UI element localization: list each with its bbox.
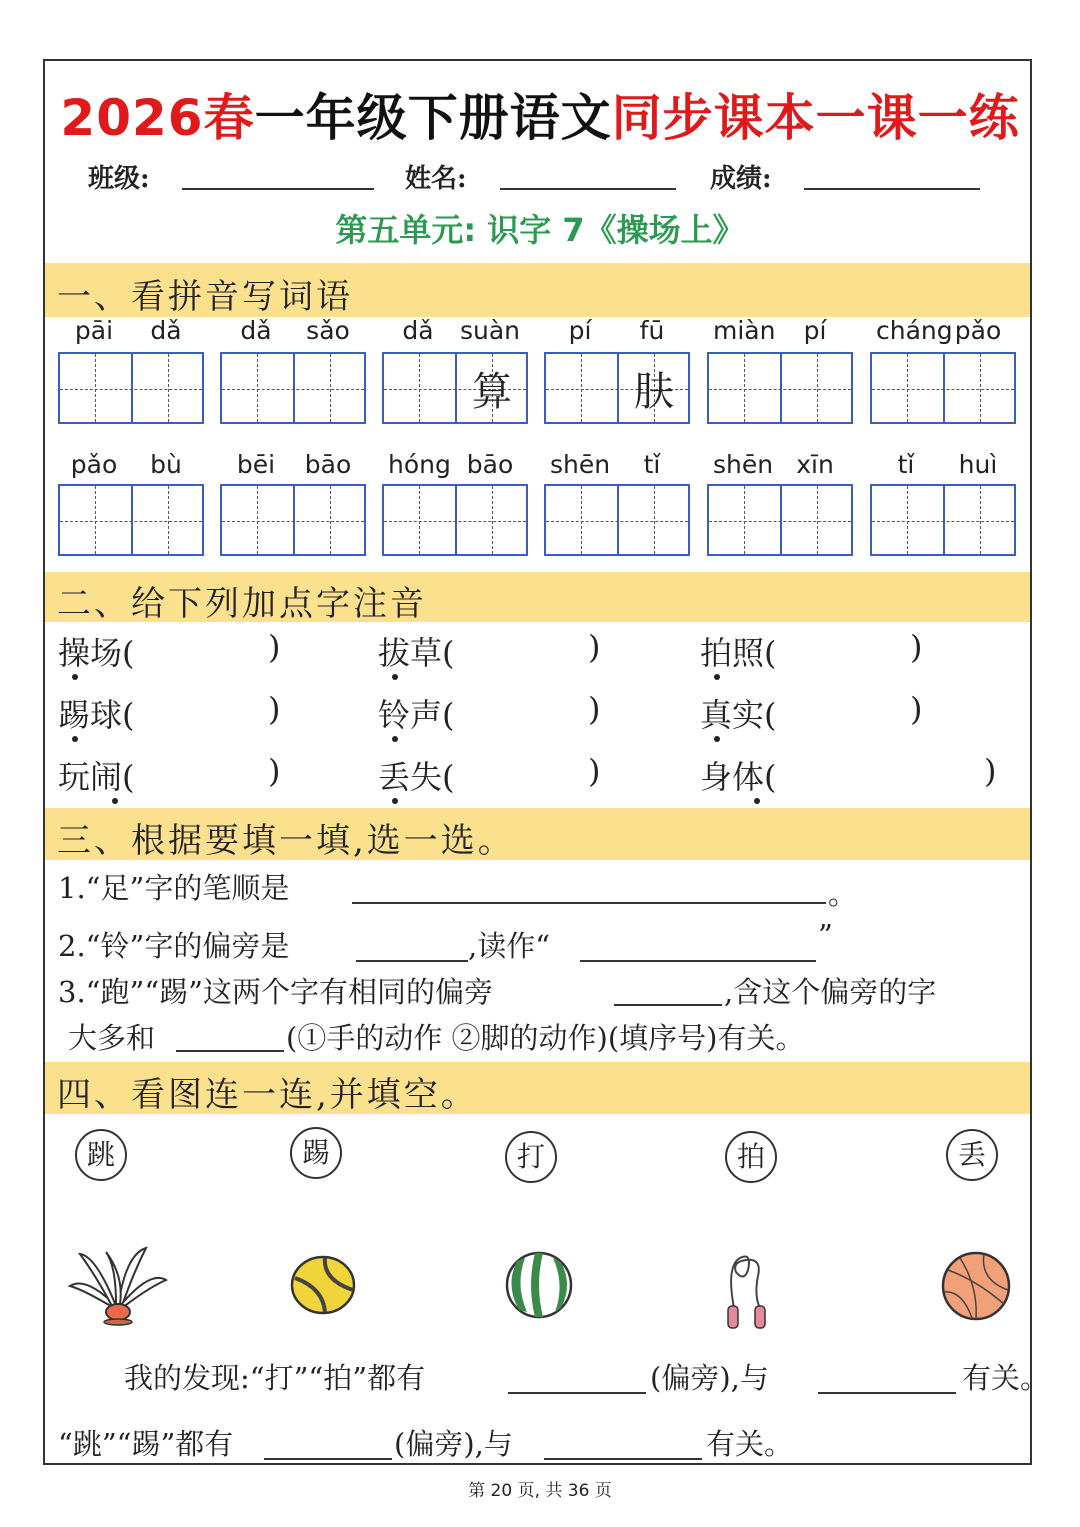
pinyin-answer-field[interactable]	[154, 758, 264, 794]
dotted-word: 身体(	[700, 758, 777, 796]
emphasis-dot	[392, 798, 398, 804]
shuttlecock-icon[interactable]	[66, 1246, 170, 1326]
section2-band	[45, 572, 1030, 622]
dotted-word: 真实(	[700, 696, 777, 734]
answer-paren-close: )	[268, 752, 281, 790]
section1-band	[45, 263, 1030, 317]
section4-heading: 四、看图连一连,并填空。	[57, 1075, 478, 1115]
pinyin-syllable: hóng	[388, 450, 451, 479]
pinyin-answer-field[interactable]	[154, 696, 264, 732]
tian-grid-box[interactable]	[220, 484, 366, 556]
pinyin-syllable: dǎ	[150, 316, 182, 345]
pinyin-syllable: pǎo	[954, 316, 1002, 345]
grid-char: 算	[472, 369, 512, 415]
answer-paren-close: )	[268, 628, 281, 666]
pinyin-syllable: dǎ	[240, 316, 272, 345]
q3-text3: 大多和	[68, 1021, 156, 1055]
q2-close-quote: ”	[818, 918, 833, 952]
pinyin-answer-field[interactable]	[474, 634, 584, 670]
pinyin-syllable: xīn	[796, 450, 834, 479]
answer-paren-close: )	[268, 690, 281, 728]
class-label: 班级:	[88, 164, 150, 194]
dotted-word: 铃声(	[378, 696, 455, 734]
tian-grid-box[interactable]	[544, 352, 690, 424]
pinyin-answer-field[interactable]	[796, 634, 906, 670]
dotted-word: 拔草(	[378, 634, 455, 672]
volleyball-icon[interactable]	[503, 1250, 575, 1320]
tian-grid-box[interactable]	[382, 352, 528, 424]
pinyin-syllable: dǎ	[402, 316, 434, 345]
unit-title: 第五单元: 识字 7《操场上》	[335, 211, 745, 249]
emphasis-dot	[714, 736, 720, 742]
emphasis-dot	[112, 798, 118, 804]
pinyin-answer-field[interactable]	[474, 758, 584, 794]
finding1-end: 有关。	[962, 1361, 1050, 1395]
name-field[interactable]	[500, 188, 676, 190]
pinyin-syllable: bāo	[304, 450, 352, 479]
pinyin-syllable: shēn	[550, 450, 611, 479]
title-grade: 一年级下册语文	[254, 89, 612, 147]
char-circle-pai[interactable]: 拍	[725, 1131, 777, 1183]
pinyin-syllable: pāi	[74, 316, 114, 345]
pinyin-syllable: miàn	[713, 316, 776, 345]
finding1-radical[interactable]	[508, 1392, 646, 1394]
tian-grid-box[interactable]	[870, 484, 1016, 556]
finding2-meaning[interactable]	[544, 1458, 702, 1460]
name-label: 姓名:	[405, 164, 467, 194]
char-circle-tiao[interactable]: 跳	[75, 1129, 127, 1181]
q1-text: 1.“足”字的笔顺是	[58, 871, 290, 905]
pinyin-syllable: bù	[150, 450, 182, 479]
dotted-word: 操场(	[58, 634, 135, 672]
section4-band	[45, 1062, 1030, 1114]
tennis-ball-icon[interactable]	[289, 1254, 357, 1316]
dotted-word: 拍照(	[700, 634, 777, 672]
q3-radical-answer[interactable]	[614, 1004, 722, 1006]
q2-text: 2.“铃”字的偏旁是	[58, 929, 290, 963]
title-year: 2026春	[60, 89, 255, 147]
q2-read-answer[interactable]	[580, 960, 816, 962]
q3-text4: (①手的动作 ②脚的动作)(填序号)有关。	[286, 1021, 805, 1055]
q1-answer[interactable]	[352, 902, 826, 904]
pinyin-syllable: huì	[958, 450, 998, 479]
tian-grid-box[interactable]	[382, 484, 528, 556]
pinyin-answer-field[interactable]	[474, 696, 584, 732]
answer-paren-close: )	[588, 628, 601, 666]
dotted-word: 踢球(	[58, 696, 135, 734]
section1-heading: 一、看拼音写词语	[57, 277, 353, 317]
page-footer: 第 20 页, 共 36 页	[468, 1481, 612, 1501]
emphasis-dot	[72, 736, 78, 742]
page-title	[0, 78, 1080, 150]
finding2-mid: (偏旁),与	[394, 1427, 513, 1461]
finding2-radical[interactable]	[264, 1458, 392, 1460]
q3-text: 3.“跑”“踢”这两个字有相同的偏旁	[58, 975, 493, 1009]
class-field[interactable]	[182, 188, 374, 190]
answer-paren-close: )	[588, 752, 601, 790]
pinyin-syllable: cháng	[876, 316, 953, 345]
emphasis-dot	[714, 674, 720, 680]
pinyin-syllable: suàn	[459, 316, 521, 345]
pinyin-syllable: fū	[639, 316, 665, 345]
char-circle-da[interactable]: 打	[505, 1131, 557, 1183]
tian-grid-box[interactable]	[58, 484, 204, 556]
emphasis-dot	[392, 736, 398, 742]
tian-grid-box[interactable]	[707, 352, 853, 424]
pinyin-syllable: pí	[803, 316, 827, 345]
q1-end: 。	[828, 877, 858, 911]
emphasis-dot	[72, 674, 78, 680]
emphasis-dot	[754, 798, 760, 804]
score-label: 成绩:	[710, 164, 772, 194]
char-circle-ti[interactable]: 踢	[290, 1127, 342, 1179]
tian-grid-box[interactable]	[544, 484, 690, 556]
pinyin-syllable: tǐ	[643, 450, 661, 479]
finding1-meaning[interactable]	[818, 1392, 956, 1394]
finding2-end: 有关。	[706, 1427, 794, 1461]
emphasis-dot	[392, 674, 398, 680]
pinyin-syllable: bāo	[466, 450, 514, 479]
title-series: 同步课本一课一练	[611, 89, 1020, 147]
pinyin-syllable: sǎo	[306, 316, 350, 345]
answer-paren-close: )	[984, 752, 997, 790]
pinyin-answer-field[interactable]	[796, 758, 980, 794]
tian-grid-box[interactable]	[707, 484, 853, 556]
dotted-word: 玩闹(	[58, 758, 135, 796]
char-circle-diu[interactable]: 丢	[946, 1129, 998, 1181]
answer-paren-close: )	[910, 690, 923, 728]
score-field[interactable]	[804, 188, 980, 190]
answer-paren-close: )	[588, 690, 601, 728]
finding1-mid: (偏旁),与	[650, 1361, 769, 1395]
finding2-text: “跳”“踢”都有	[58, 1427, 234, 1461]
pinyin-syllable: pí	[568, 316, 592, 345]
tian-grid-box[interactable]	[58, 352, 204, 424]
tian-grid-box[interactable]	[220, 352, 366, 424]
section3-heading: 三、根据要填一填,选一选。	[57, 821, 515, 861]
answer-paren-close: )	[910, 628, 923, 666]
section2-heading: 二、给下列加点字注音	[57, 584, 427, 624]
q3-text2: ,含这个偏旁的字	[724, 975, 937, 1009]
jump-rope-icon[interactable]	[718, 1246, 776, 1332]
pinyin-syllable: tǐ	[897, 450, 915, 479]
pinyin-answer-field[interactable]	[796, 696, 906, 732]
pinyin-answer-field[interactable]	[154, 634, 264, 670]
tian-grid-box[interactable]	[870, 352, 1016, 424]
pinyin-syllable: bēi	[236, 450, 276, 479]
section3-band	[45, 808, 1030, 860]
dotted-word: 丢失(	[378, 758, 455, 796]
pinyin-syllable: shēn	[713, 450, 774, 479]
basketball-icon[interactable]	[940, 1250, 1012, 1322]
q2-read-label: ,读作“	[468, 929, 551, 963]
pinyin-syllable: pǎo	[70, 450, 118, 479]
finding1-text: 我的发现:“打”“拍”都有	[124, 1361, 426, 1395]
grid-char: 肤	[634, 369, 674, 415]
q3-choice-answer[interactable]	[176, 1050, 284, 1052]
q2-radical-answer[interactable]	[356, 960, 468, 962]
